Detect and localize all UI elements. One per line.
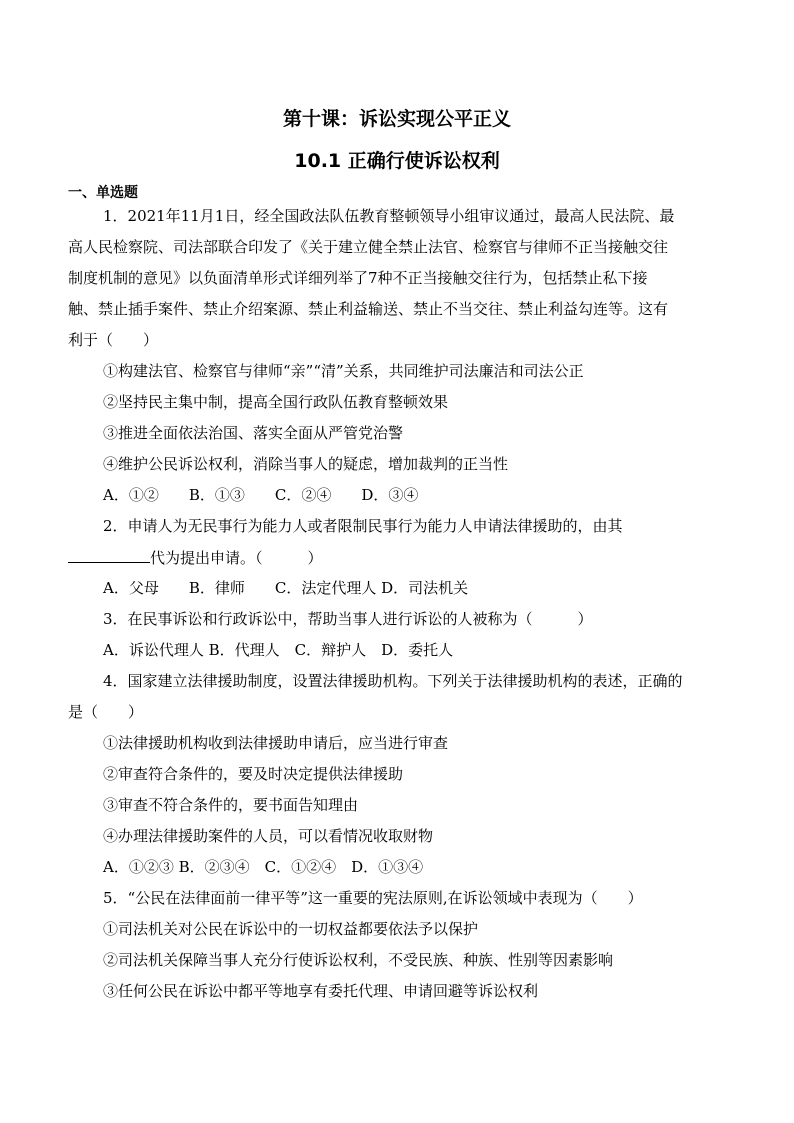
question-1-option-2: ②坚持民主集中制，提高全国行政队伍教育整顿效果 (103, 393, 449, 411)
question-1-choices: A．①② B．①③ C．②④ D．③④ (103, 486, 419, 504)
question-5-option-3: ③任何公民在诉讼中都平等地享有委托代理、申请回避等诉讼权利 (103, 982, 539, 1000)
question-1-option-3: ③推进全面依法治国、落实全面从严管党治警 (103, 424, 404, 442)
page-subtitle: 10.1 正确行使诉讼权利 (294, 150, 500, 172)
question-4-line-2: 是（ ） (68, 703, 144, 721)
question-2-choices: A．父母 B．律师 C．法定代理人 D．司法机关 (103, 579, 469, 597)
question-1-option-4: ④维护公民诉讼权利，消除当事人的疑虑，增加裁判的正当性 (103, 455, 509, 473)
question-2-line-2: 代为提出申请。（ ） (68, 547, 323, 568)
question-1-option-1: ①构建法官、检察官与律师“亲”“清”关系，共同维护司法廉洁和司法公正 (103, 362, 584, 380)
question-1-line-3: 制度机制的意见》以负面清单形式详细列举了7种不正当接触交往行为，包括禁止私下接 (68, 269, 648, 287)
question-4-option-3: ③审查不符合条件的，要书面告知理由 (103, 796, 359, 814)
question-4-option-2: ②审查符合条件的，要及时决定提供法律援助 (103, 765, 404, 783)
question-1-line-4: 触、禁止插手案件、禁止介绍案源、禁止利益输送、禁止不当交往、禁止利益勾连等。这有 (68, 300, 669, 318)
question-3-line-1: 3．在民事诉讼和行政诉讼中，帮助当事人进行诉讼的人被称为（ ） (103, 610, 593, 628)
question-5-option-2: ②司法机关保障当事人充分行使诉讼权利，不受民族、种族、性别等因素影响 (103, 951, 614, 969)
question-2-line-1: 2．申请人为无民事行为能力人或者限制民事行为能力人申请法律援助的，由其 (103, 517, 623, 535)
question-4-option-1: ①法律援助机构收到法律援助申请后，应当进行审查 (103, 734, 449, 752)
answer-blank (68, 547, 150, 563)
question-1-line-2: 高人民检察院、司法部联合印发了《关于建立健全禁止法官、检察官与律师不正当接触交往 (68, 238, 669, 256)
question-3-choices: A．诉讼代理人 B．代理人 C．辩护人 D．委托人 (103, 641, 454, 659)
question-1-line-1: 1．2021年11月1日，经全国政法队伍教育整顿领导小组审议通过，最高人民法院、最 (103, 207, 675, 225)
question-1-line-5: 利于（ ） (68, 331, 159, 349)
section-heading: 一、单选题 (68, 185, 138, 201)
question-5-line-1: 5．“公民在法律面前一律平等”这一重要的宪法原则,在诉讼领域中表现为（ ） (103, 889, 643, 907)
page-title: 第十课：诉讼实现公平正义 (282, 108, 511, 130)
question-4-choices: A．①②③ B．②③④ C．①②④ D．①③④ (103, 858, 424, 876)
question-4-option-4: ④办理法律援助案件的人员，可以看情况收取财物 (103, 827, 434, 845)
question-4-line-1: 4．国家建立法律援助制度，设置法律援助机构。下列关于法律援助机构的表述，正确的 (103, 672, 683, 690)
question-5-option-1: ①司法机关对公民在诉讼中的一切权益都要依法予以保护 (103, 920, 479, 938)
